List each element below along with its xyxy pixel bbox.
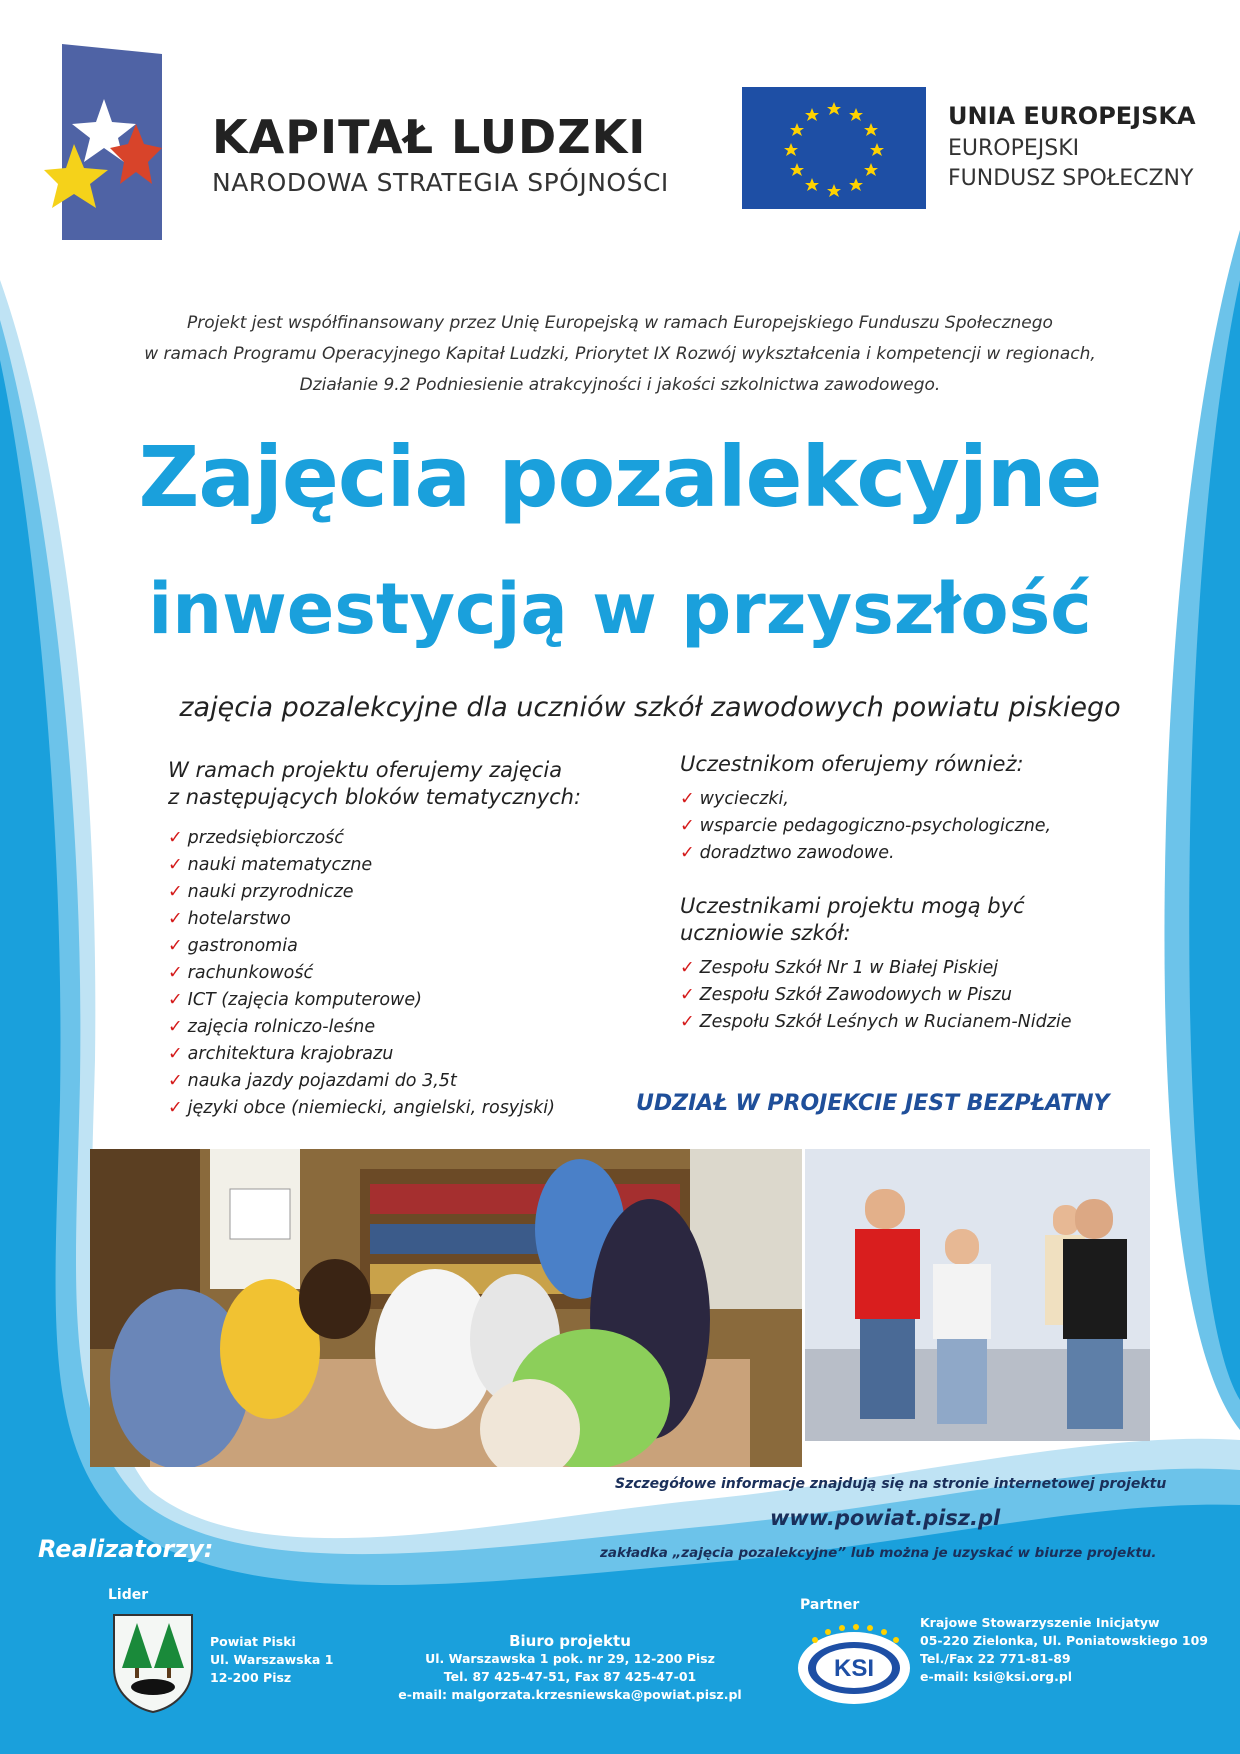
- ksi-logo-text: KSI: [833, 1655, 875, 1682]
- list-item-label: Zespołu Szkół Nr 1 w Białej Piskiej: [699, 958, 999, 978]
- checkmark-icon: ✓: [168, 1017, 183, 1037]
- biuro-phone: Tel. 87 425-47-51, Fax 87 425-47-01: [443, 1669, 697, 1684]
- participants-block: [680, 893, 1140, 1036]
- participants-list: [680, 955, 1140, 1036]
- checkmark-icon: ✓: [168, 882, 183, 902]
- offer-heading: [168, 757, 638, 811]
- lider-label: Lider: [108, 1587, 149, 1603]
- subheadline: zajęcia pozalekcyjne dla uczniów szkół zawodowych powiatu piskiego: [179, 692, 1121, 723]
- info-text: Szczegółowe informacje znajdują się na stronie internetowej projektu: [615, 1476, 1167, 1492]
- list-item: [168, 933, 638, 960]
- partner-phone: Tel./Fax 22 771-81-89: [920, 1651, 1071, 1666]
- classroom-photo: [90, 1149, 802, 1467]
- list-item-label: zajęcia rolniczo-leśne: [187, 1017, 376, 1037]
- headline-main: Zajęcia pozalekcyjne: [138, 428, 1102, 526]
- lider-name: Powiat Piski: [210, 1634, 296, 1649]
- eu-subtitle-1: EUROPEJSKI: [948, 136, 1080, 161]
- checkmark-icon: ✓: [680, 958, 695, 978]
- website-link[interactable]: www.powiat.pisz.pl: [770, 1506, 1001, 1530]
- participants-heading-line: Uczestnikami projektu mogą być: [680, 894, 1025, 918]
- list-item: [168, 1014, 638, 1041]
- list-item: [680, 982, 1140, 1009]
- free-participation-note: UDZIAŁ W PROJEKCIE JEST BEZPŁATNY: [636, 1091, 1110, 1116]
- list-item-label: nauki matematyczne: [187, 855, 373, 875]
- biuro-info: [390, 1632, 750, 1704]
- intro-paragraph: [100, 308, 1140, 401]
- list-item: [168, 960, 638, 987]
- checkmark-icon: ✓: [680, 843, 695, 863]
- extras-block: [680, 751, 1140, 867]
- list-item: [680, 1009, 1140, 1036]
- lider-street: Ul. Warszawska 1: [210, 1652, 334, 1667]
- realizatorzy-heading: Realizatorzy:: [38, 1535, 214, 1563]
- intro-line: w ramach Programu Operacyjnego Kapitał Ludzki, Priorytet IX Rozwój wykształcenia i kompetencji w regionach,: [144, 344, 1096, 364]
- list-item: [168, 987, 638, 1014]
- list-item-label: gastronomia: [187, 936, 298, 956]
- checkmark-icon: ✓: [168, 828, 183, 848]
- partner-email[interactable]: e-mail: ksi@ksi.org.pl: [920, 1669, 1073, 1684]
- star-logo-icon: [44, 44, 162, 240]
- extras-list: [680, 786, 1140, 867]
- info-text-2: zakładka „zajęcia pozalekcyjne” lub można je uzyskać w biurze projektu.: [600, 1545, 1157, 1561]
- list-item-label: Zespołu Szkół Leśnych w Rucianem-Nidzie: [699, 1012, 1072, 1032]
- participants-heading-line: uczniowie szkół:: [680, 921, 851, 945]
- list-item: [168, 1041, 638, 1068]
- list-item-label: nauki przyrodnicze: [187, 882, 354, 902]
- students-photo: [805, 1149, 1150, 1441]
- list-item: [168, 825, 638, 852]
- list-item-label: hotelarstwo: [187, 909, 291, 929]
- offer-heading-line: W ramach projektu oferujemy zajęcia: [168, 758, 563, 782]
- list-item: [680, 955, 1140, 982]
- biuro-address: Ul. Warszawska 1 pok. nr 29, 12-200 Pisz: [425, 1651, 715, 1666]
- list-item-label: nauka jazdy pojazdami do 3,5t: [187, 1071, 457, 1091]
- list-item-label: doradztwo zawodowe.: [699, 843, 895, 863]
- list-item-label: przedsiębiorczość: [187, 828, 344, 848]
- ksi-logo-icon: [795, 1618, 913, 1708]
- powiat-crest-icon: [112, 1613, 194, 1713]
- offer-heading-line: z następujących bloków tematycznych:: [168, 785, 582, 809]
- checkmark-icon: ✓: [168, 936, 183, 956]
- lider-city: 12-200 Pisz: [210, 1670, 292, 1685]
- partner-address: 05-220 Zielonka, Ul. Poniatowskiego 109: [920, 1633, 1208, 1648]
- checkmark-icon: ✓: [168, 963, 183, 983]
- list-item-label: wsparcie pedagogiczno-psychologiczne,: [699, 816, 1052, 836]
- participants-heading: [680, 893, 1140, 947]
- biuro-email[interactable]: e-mail: malgorzata.krzesniewska@powiat.pisz.pl: [398, 1687, 742, 1702]
- intro-line: Projekt jest współfinansowany przez Unię Europejską w ramach Europejskiego Funduszu Społecznego: [187, 313, 1053, 333]
- checkmark-icon: ✓: [168, 909, 183, 929]
- list-item-label: języki obce (niemiecki, angielski, rosyjski): [187, 1098, 555, 1118]
- kapital-ludzki-title: KAPITAŁ LUDZKI: [212, 110, 647, 164]
- list-item-label: architektura krajobrazu: [187, 1044, 394, 1064]
- checkmark-icon: ✓: [680, 1012, 695, 1032]
- extras-heading: Uczestnikom oferujemy również:: [680, 752, 1024, 776]
- checkmark-icon: ✓: [168, 855, 183, 875]
- checkmark-icon: ✓: [168, 1044, 183, 1064]
- lider-info: [210, 1633, 333, 1687]
- list-item-label: rachunkowość: [187, 963, 314, 983]
- offer-list: [168, 825, 638, 1122]
- partner-info: [920, 1614, 1208, 1686]
- list-item: [168, 1068, 638, 1095]
- checkmark-icon: ✓: [168, 1071, 183, 1091]
- checkmark-icon: ✓: [168, 990, 183, 1010]
- eu-subtitle-2: FUNDUSZ SPOŁECZNY: [948, 166, 1194, 191]
- checkmark-icon: ✓: [168, 1098, 183, 1118]
- kapital-ludzki-subtitle: NARODOWA STRATEGIA SPÓJNOŚCI: [212, 168, 669, 197]
- intro-line: Działanie 9.2 Podniesienie atrakcyjności i jakości szkolnictwa zawodowego.: [299, 375, 941, 395]
- eu-title: UNIA EUROPEJSKA: [948, 102, 1196, 130]
- list-item-label: wycieczki,: [699, 789, 789, 809]
- list-item: [680, 840, 1140, 867]
- headline-secondary: inwestycją w przyszłość: [148, 568, 1092, 650]
- partner-label: Partner: [800, 1597, 860, 1613]
- offer-block: [168, 757, 638, 1122]
- list-item: [680, 813, 1140, 840]
- list-item: [168, 1095, 638, 1122]
- checkmark-icon: ✓: [680, 985, 695, 1005]
- eu-flag-icon: [742, 87, 926, 209]
- checkmark-icon: ✓: [680, 789, 695, 809]
- list-item: [168, 906, 638, 933]
- list-item: [168, 852, 638, 879]
- partner-name: Krajowe Stowarzyszenie Inicjatyw: [920, 1615, 1160, 1630]
- list-item: [680, 786, 1140, 813]
- biuro-title: Biuro projektu: [509, 1632, 631, 1650]
- checkmark-icon: ✓: [680, 816, 695, 836]
- list-item: [168, 879, 638, 906]
- list-item-label: ICT (zajęcia komputerowe): [187, 990, 422, 1010]
- list-item-label: Zespołu Szkół Zawodowych w Piszu: [699, 985, 1012, 1005]
